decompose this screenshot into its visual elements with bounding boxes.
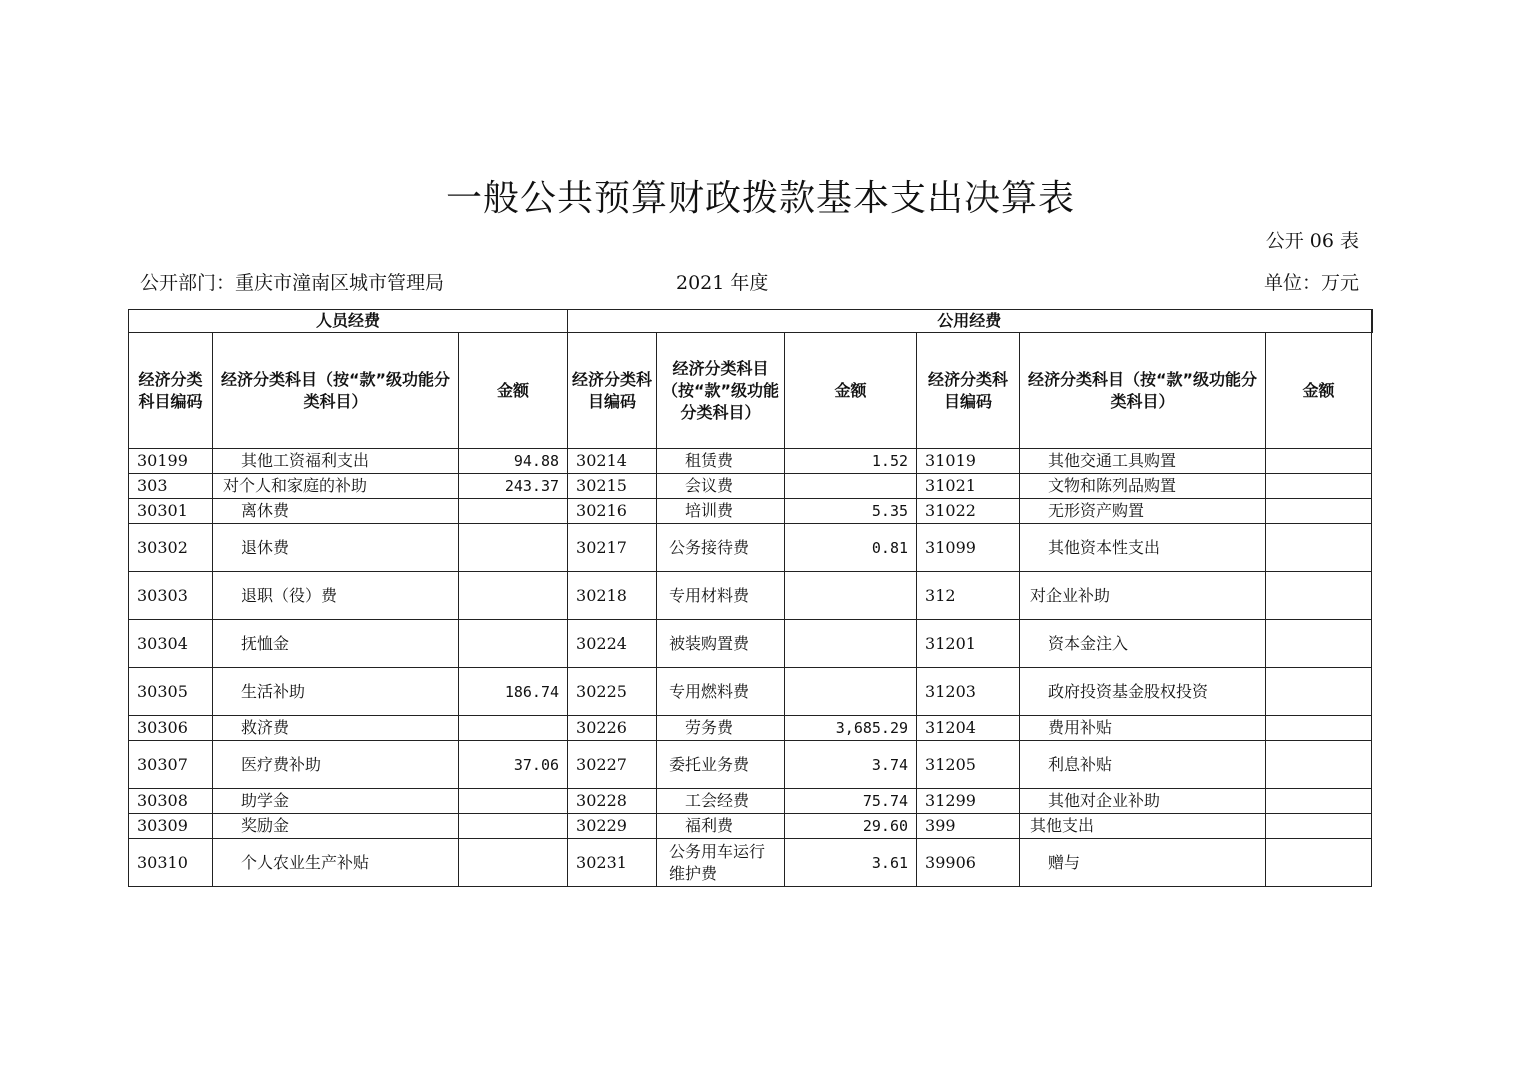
subject-cell: 医疗费补助 (213, 741, 459, 789)
code-cell: 30227 (568, 741, 657, 789)
code-cell: 30228 (568, 789, 657, 814)
subject-cell: 工会经费 (657, 789, 785, 814)
code-cell: 30301 (129, 499, 213, 524)
amount-cell (1266, 524, 1372, 572)
amount-cell (459, 814, 568, 839)
subject-cell: 租赁费 (657, 449, 785, 474)
amount-cell (1266, 449, 1372, 474)
amount-cell (459, 524, 568, 572)
code-cell: 30214 (568, 449, 657, 474)
subject-cell: 专用材料费 (657, 572, 785, 620)
table-row (129, 572, 1372, 620)
table-row (129, 789, 1372, 814)
header-amount-3: 金额 (1266, 333, 1372, 449)
code-cell: 39906 (917, 839, 1020, 887)
unit-label: 单位：万元 (1263, 272, 1359, 294)
code-cell: 30224 (568, 620, 657, 668)
subject-cell: 会议费 (657, 474, 785, 499)
amount-cell (459, 716, 568, 741)
amount-cell (1266, 789, 1372, 814)
subject-cell: 公务接待费 (657, 524, 785, 572)
header-code-3: 经济分类科目编码 (917, 333, 1020, 449)
amount-cell (459, 789, 568, 814)
header-code-2: 经济分类科目编码 (568, 333, 657, 449)
expenditure-table (128, 309, 1373, 887)
code-cell: 30215 (568, 474, 657, 499)
header-subject: 经济分类科目（按“款”级功能分类科目） (213, 333, 459, 449)
code-cell: 31201 (917, 620, 1020, 668)
amount-cell: 37.06 (459, 741, 568, 789)
code-cell: 31099 (917, 524, 1020, 572)
subject-cell: 委托业务费 (657, 741, 785, 789)
amount-cell: 3,685.29 (785, 716, 917, 741)
code-cell: 30305 (129, 668, 213, 716)
table-row (129, 449, 1372, 474)
amount-cell (785, 668, 917, 716)
amount-cell (1266, 474, 1372, 499)
code-cell: 30199 (129, 449, 213, 474)
subject-cell: 对企业补助 (1020, 572, 1266, 620)
code-cell: 30226 (568, 716, 657, 741)
code-cell: 31299 (917, 789, 1020, 814)
table-row (129, 499, 1372, 524)
amount-cell (785, 474, 917, 499)
code-cell: 30307 (129, 741, 213, 789)
subject-cell: 其他资本性支出 (1020, 524, 1266, 572)
subject-cell: 生活补助 (213, 668, 459, 716)
amount-cell: 29.60 (785, 814, 917, 839)
code-cell: 399 (917, 814, 1020, 839)
subject-cell: 福利费 (657, 814, 785, 839)
amount-cell: 3.74 (785, 741, 917, 789)
subject-cell: 其他交通工具购置 (1020, 449, 1266, 474)
code-cell: 30218 (568, 572, 657, 620)
code-cell: 31019 (917, 449, 1020, 474)
amount-cell: 1.52 (785, 449, 917, 474)
subject-cell: 其他工资福利支出 (213, 449, 459, 474)
subject-cell: 对个人和家庭的补助 (213, 474, 459, 499)
subject-cell: 公务用车运行维护费 (657, 839, 785, 887)
subject-cell: 离休费 (213, 499, 459, 524)
subject-cell: 费用补贴 (1020, 716, 1266, 741)
header-code: 经济分类科目编码 (129, 333, 213, 449)
code-cell: 31203 (917, 668, 1020, 716)
code-cell: 30310 (129, 839, 213, 887)
amount-cell: 186.74 (459, 668, 568, 716)
code-cell: 30303 (129, 572, 213, 620)
code-cell: 31204 (917, 716, 1020, 741)
form-number: 公开 06 表 (1265, 230, 1359, 252)
group-header-row (129, 310, 1372, 333)
code-cell: 30309 (129, 814, 213, 839)
code-cell: 30229 (568, 814, 657, 839)
code-cell: 30216 (568, 499, 657, 524)
table-row (129, 741, 1372, 789)
subject-cell: 抚恤金 (213, 620, 459, 668)
subject-cell: 其他对企业补助 (1020, 789, 1266, 814)
subject-cell: 救济费 (213, 716, 459, 741)
amount-cell: 243.37 (459, 474, 568, 499)
code-cell: 31022 (917, 499, 1020, 524)
table-row (129, 668, 1372, 716)
amount-cell (1266, 499, 1372, 524)
subject-cell: 奖励金 (213, 814, 459, 839)
table-row (129, 716, 1372, 741)
subject-cell: 退休费 (213, 524, 459, 572)
table-row (129, 620, 1372, 668)
header-amount: 金额 (459, 333, 568, 449)
page-title: 一般公共预算财政拨款基本支出决算表 (445, 178, 1075, 219)
subject-cell: 其他支出 (1020, 814, 1266, 839)
code-cell: 30217 (568, 524, 657, 572)
code-cell: 30308 (129, 789, 213, 814)
subject-cell: 助学金 (213, 789, 459, 814)
amount-cell: 75.74 (785, 789, 917, 814)
table-row (129, 839, 1372, 887)
amount-cell (1266, 839, 1372, 887)
amount-cell (785, 620, 917, 668)
subject-cell: 利息补贴 (1020, 741, 1266, 789)
amount-cell (1266, 572, 1372, 620)
amount-cell (1266, 716, 1372, 741)
amount-cell: 3.61 (785, 839, 917, 887)
amount-cell (459, 572, 568, 620)
header-subject-3: 经济分类科目（按“款”级功能分类科目） (1020, 333, 1266, 449)
code-cell: 303 (129, 474, 213, 499)
subject-cell: 退职（役）费 (213, 572, 459, 620)
header-amount-2: 金额 (785, 333, 917, 449)
code-cell: 312 (917, 572, 1020, 620)
code-cell: 30306 (129, 716, 213, 741)
subject-cell: 培训费 (657, 499, 785, 524)
year-label: 2021 年度 (676, 272, 769, 294)
table-row (129, 474, 1372, 499)
subject-cell: 政府投资基金股权投资 (1020, 668, 1266, 716)
amount-cell (785, 572, 917, 620)
code-cell: 30231 (568, 839, 657, 887)
amount-cell (1266, 741, 1372, 789)
amount-cell (1266, 620, 1372, 668)
amount-cell: 94.88 (459, 449, 568, 474)
subject-cell: 无形资产购置 (1020, 499, 1266, 524)
amount-cell: 5.35 (785, 499, 917, 524)
group-public: 公用经费 (568, 310, 1372, 333)
subject-cell: 资本金注入 (1020, 620, 1266, 668)
amount-cell (459, 499, 568, 524)
code-cell: 31205 (917, 741, 1020, 789)
column-header-row (129, 333, 1372, 449)
amount-cell (1266, 668, 1372, 716)
table-row (129, 524, 1372, 572)
table-row (129, 814, 1372, 839)
header-subject-2: 经济分类科目（按“款”级功能分类科目） (657, 333, 785, 449)
department-label: 公开部门：重庆市潼南区城市管理局 (140, 272, 445, 294)
amount-cell (459, 620, 568, 668)
subject-cell: 个人农业生产补贴 (213, 839, 459, 887)
subject-cell: 赠与 (1020, 839, 1266, 887)
amount-cell: 0.81 (785, 524, 917, 572)
group-personnel: 人员经费 (129, 310, 568, 333)
subject-cell: 被装购置费 (657, 620, 785, 668)
code-cell: 31021 (917, 474, 1020, 499)
code-cell: 30304 (129, 620, 213, 668)
code-cell: 30302 (129, 524, 213, 572)
amount-cell (1266, 814, 1372, 839)
subject-cell: 劳务费 (657, 716, 785, 741)
subject-cell: 文物和陈列品购置 (1020, 474, 1266, 499)
subject-cell: 专用燃料费 (657, 668, 785, 716)
amount-cell (459, 839, 568, 887)
code-cell: 30225 (568, 668, 657, 716)
